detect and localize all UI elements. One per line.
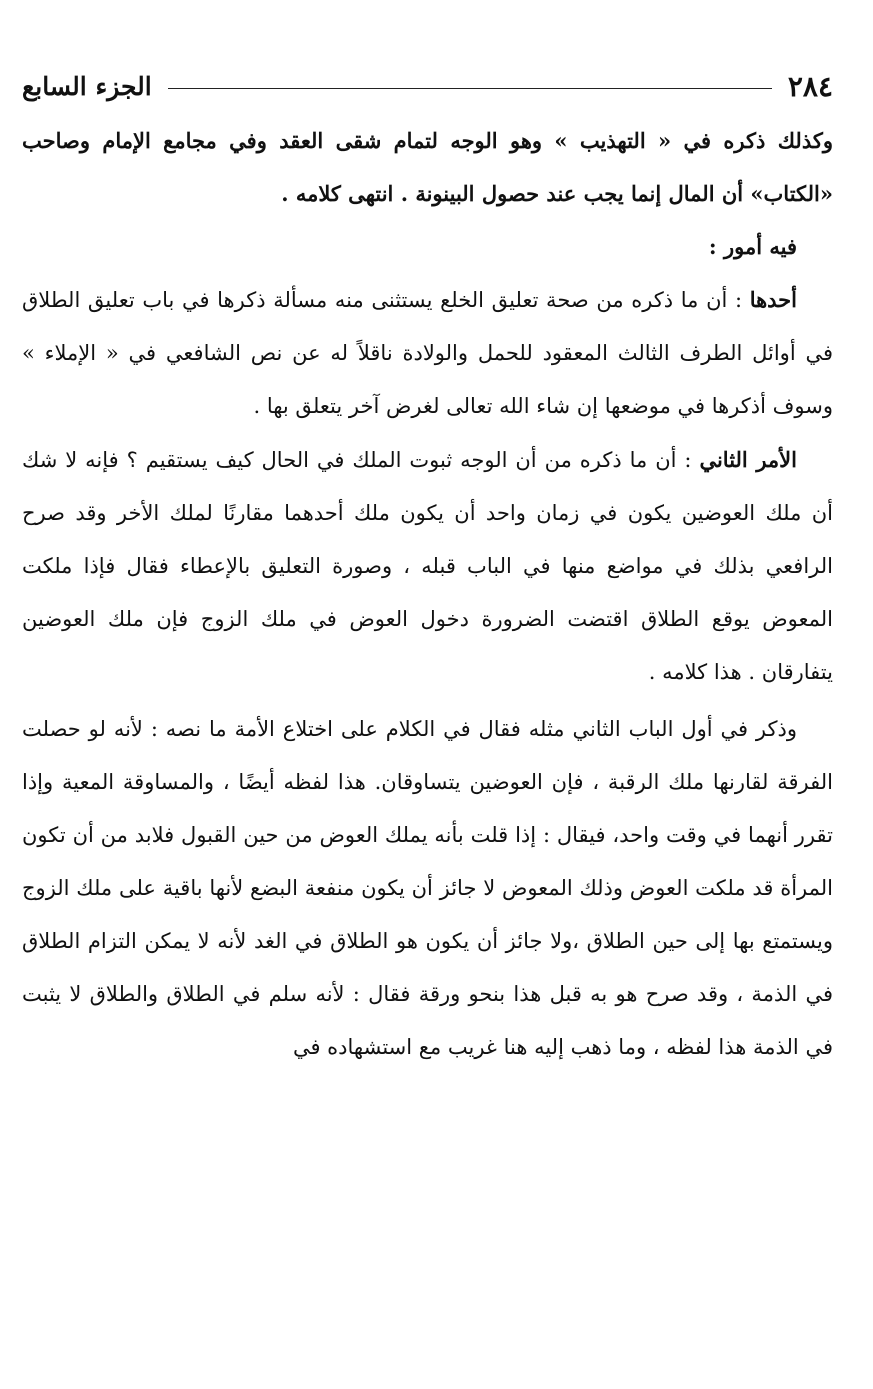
paragraph-lead: أحدها [749,287,797,312]
paragraph-text: وذكر في أول الباب الثاني مثله فقال في الكلام على اختلاع الأمة ما نصه : لأنه لو حصلت الفرقة لقارنها ملك الرقبة ، فإن العوضين يتساوقان. هذا لفظه أيضًا ، والمساوقة المعية وإذا تقرر أنهما في وقت واحد، فيقال : إذا قلت بأنه يملك العوض من حين القبول فلابد من أن تكون المرأة قد ملكت العوض وذلك المعوض لا جائز أن يكون منفعة البضع لأنها باقية على ملك الزوج ويستمتع بها إلى حين الطلاق ،ولا جائز أن يكون هو الطلاق في الغد لأنه لا يمكن التزام الطلاق في الذمة ، وقد صرح هو به قبل هذا بنحو ورقة فقال : لأنه سلم في الطلاق والطلاق لا يثبت في الذمة هذا لفظه ، وما ذهب إليه هنا غريب مع استشهاده في [22,717,833,1059]
document-page [22,66,833,1074]
paragraph-text: وكذلك ذكره في « التهذيب » وهو الوجه لتمام شقى العقد وفي مجامع الإمام وصاحب «الكتاب» أن المال إنما يجب عند حصول البينونة . انتهى كلامه . [22,128,833,206]
paragraph-lead: الأمر الثاني [699,447,797,472]
running-header [22,66,833,106]
paragraph-text: : أن ما ذكره من أن الوجه ثبوت الملك في الحال كيف يستقيم ؟ فإنه لا شك أن ملك العوضين يكون في زمان واحد أن يكون ملك أحدهما مقارنًا لملك الأخر وقد صرح الرافعي بذلك في مواضع منها في الباب قبله ، وصورة التعليق بالإعطاء فقال فإذا ملكت المعوض يوقع الطلاق اقتضت الضرورة دخول العوض في ملك الزوج فإن ملك العوضين يتفارقان . هذا كلامه . [22,448,833,684]
page-number: ٢٨٤ [787,69,833,103]
paragraph-3 [22,273,833,433]
paragraph-text: : أن ما ذكره من صحة تعليق الخلع يستثنى منه مسألة ذكرها في باب تعليق الطلاق في أوائل الطرف الثالث المعقود للحمل والولادة ناقلاً له عن نص الشافعي في « الإملاء » وسوف أذكرها في موضعها إن شاء الله تعالى لغرض آخر يتعلق بها . [22,288,833,418]
header-rule [168,88,772,89]
paragraph-4 [22,433,833,699]
running-title: الجزء السابع [22,71,152,101]
paragraph-5 [22,703,833,1074]
paragraph-2 [22,220,833,273]
paragraph-1 [22,114,833,220]
paragraph-text: فيه أمور : [708,234,797,259]
